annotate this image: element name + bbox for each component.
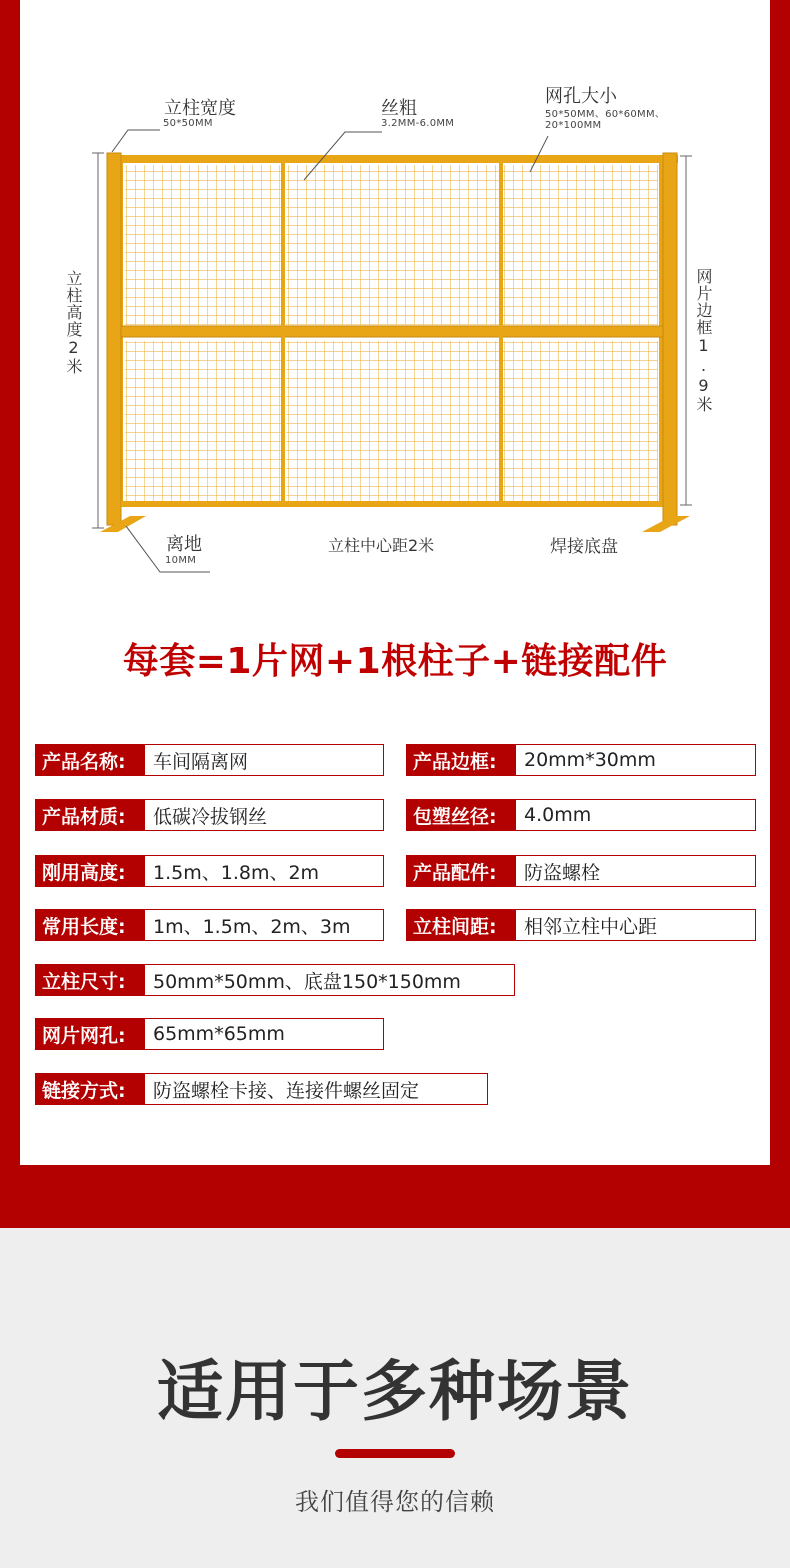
spec-product-name (35, 744, 384, 776)
spec-label: 立柱间距: (406, 909, 516, 941)
spec-value: 4.0mm (516, 799, 756, 831)
mesh-size-label: 网孔大小 (545, 86, 617, 107)
mesh-panel (125, 165, 282, 325)
mesh-panel (286, 165, 499, 325)
spec-label: 刚用高度: (35, 855, 145, 887)
post-spacing-label: 立柱中心距2米 (328, 536, 435, 555)
mesh-panel (286, 341, 499, 501)
spec-length (35, 909, 384, 941)
spec-value: 1.5m、1.8m、2m (145, 855, 384, 887)
mesh-size-value-2: 20*100MM (545, 120, 602, 131)
spec-value: 低碳冷拔钢丝 (145, 799, 384, 831)
spec-label: 产品边框: (406, 744, 516, 776)
post-width-label: 立柱宽度 (164, 98, 236, 119)
panel-divider (281, 161, 285, 505)
spec-value: 防盗螺栓 (516, 855, 756, 887)
spec-connection (35, 1073, 488, 1105)
spec-value: 50mm*50mm、底盘150*150mm (145, 964, 515, 996)
scenario-title: 适用于多种场景 (157, 1353, 633, 1430)
post-width-value: 50*50MM (163, 118, 213, 129)
spec-wire-diameter (406, 799, 756, 831)
panel-divider (499, 161, 503, 505)
mesh-panel (503, 341, 658, 501)
fence-diagram (0, 0, 790, 600)
welded-base-label: 焊接底盘 (550, 537, 618, 557)
mesh-panel (503, 165, 658, 325)
spec-value: 相邻立柱中心距 (516, 909, 756, 941)
spec-height (35, 855, 384, 887)
scenario-subtitle: 我们值得您的信赖 (295, 1488, 495, 1516)
mesh-size-value-1: 50*50MM、60*60MM、 (545, 109, 666, 120)
spec-label: 产品材质: (35, 799, 145, 831)
spec-post-size (35, 964, 515, 996)
spec-post-spacing (406, 909, 756, 941)
spec-label: 产品名称: (35, 744, 145, 776)
top-rail (108, 155, 678, 163)
ground-clearance-value: 10MM (165, 555, 197, 566)
spec-material (35, 799, 384, 831)
spec-value: 65mm*65mm (145, 1018, 384, 1050)
spec-label: 产品配件: (406, 855, 516, 887)
spec-frame (406, 744, 756, 776)
frame-height-label: 网片边框1.9米 (694, 268, 713, 413)
title-underline-bar (335, 1449, 455, 1458)
spec-label: 包塑丝径: (406, 799, 516, 831)
fence-drawing (0, 0, 790, 600)
leader-line (112, 130, 160, 152)
spec-value: 防盗螺栓卡接、连接件螺丝固定 (145, 1073, 488, 1105)
spec-accessories (406, 855, 756, 887)
spec-value: 20mm*30mm (516, 744, 756, 776)
spec-label: 网片网孔: (35, 1018, 145, 1050)
bottom-rail (121, 501, 661, 506)
mesh-panel (125, 341, 282, 501)
left-post (107, 153, 121, 525)
wire-label: 丝粗 (381, 98, 417, 119)
spec-label: 立柱尺寸: (35, 964, 145, 996)
ground-clearance-label: 离地 (166, 534, 202, 555)
spec-mesh-hole (35, 1018, 384, 1050)
wire-value: 3.2MM-6.0MM (381, 118, 455, 129)
spec-value: 车间隔离网 (145, 744, 384, 776)
right-post (663, 153, 677, 525)
spec-value: 1m、1.5m、2m、3m (145, 909, 384, 941)
spec-label: 链接方式: (35, 1073, 145, 1105)
spec-label: 常用长度: (35, 909, 145, 941)
post-height-label: 立柱高度2米 (64, 270, 83, 375)
set-contents-headline: 每套=1片网+1根柱子+链接配件 (122, 641, 668, 682)
middle-rail (118, 326, 664, 337)
